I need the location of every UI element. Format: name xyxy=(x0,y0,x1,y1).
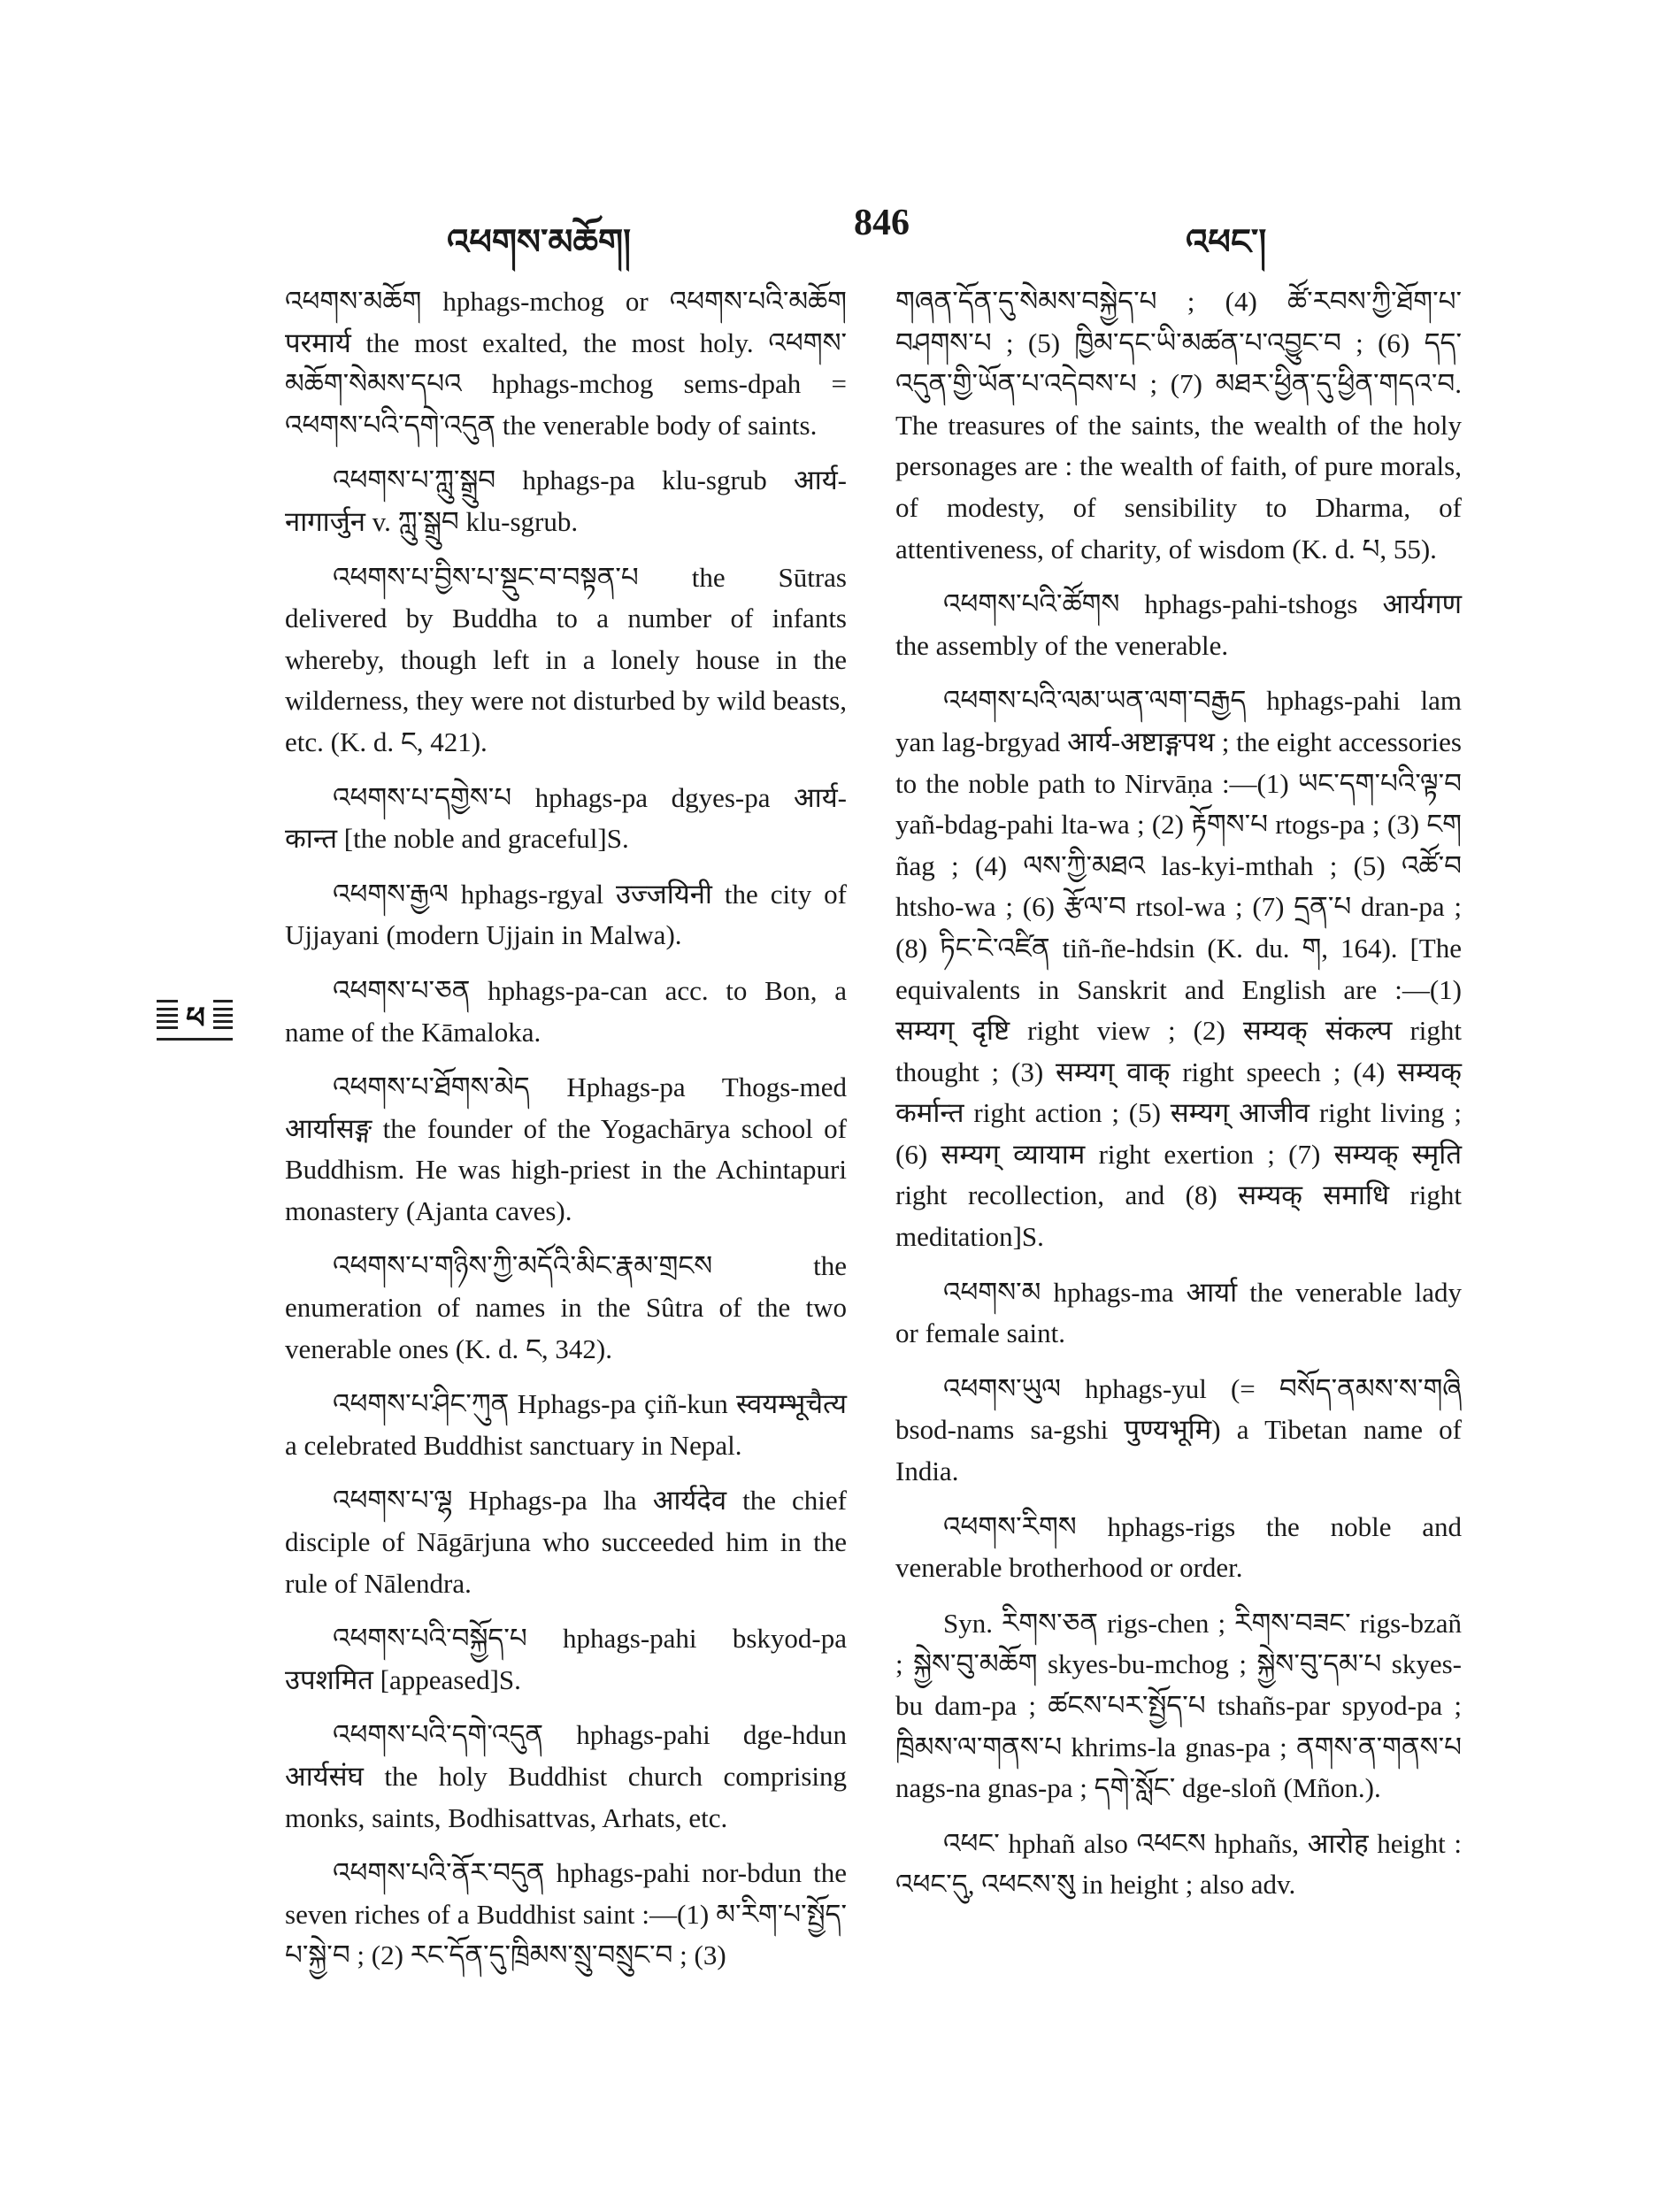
entry-sutras-infants: འཕགས་པ་བྱིས་པ་སྡུང་བ་བསྟན་པ the Sūtras delivered by Buddha to a number of infants whereby, though left in a lonely house in the wilderness, they were not disturbed by wild beasts, etc. (K. d. ང, 421). xyxy=(285,561,847,757)
entry-eightfold-path: འཕགས་པའི་ལམ་ཡན་ལག་བརྒྱད hphags-pahi lam yan lag-brgyad आर्य-अष्टाङ्गपथ ; the eight accessories to the noble path to Nirvāṇa :—(1) ཡང་དག་པའི་ལྟ་བ yañ-bdag-pahi lta-wa ; (2) རྟོགས་པ rtogs-pa ; (3) ངག ñag ; (4) ལས་ཀྱི་མཐའ las-kyi-mthah ; (5) འཚོ་བ htsho-wa ; (6) རྩོལ་བ rtsol-wa ; (7) དྲན་པ dran-pa ; (8) ཏིང་ངེ་འཛིན tiñ-ñe-hdsin (K. du. ག, 164). [The equivalents in Sanskrit and English are :—(1) सम्यग् दृष्टि right view ; (2) सम्यक् संकल्प right thought ; (3) सम्यग् वाक् right speech ; (4) सम्यक् कर्मान्त right action ; (5) सम्यग् आजीव right living ; (6) सम्यग् व्यायाम right exertion ; (7) सम्यक् स्मृति right recollection, and (8) सम्यक् समाधि right meditation]S. xyxy=(895,685,1462,1253)
entry-hphags-pa-klu-sgrub: འཕགས་པ་ཀླུ་སྒྲུབ hphags-pa klu-sgrub आर्य-नागार्जुन v. ཀླུ་སྒྲུབ klu-sgrub. xyxy=(285,465,847,537)
entry-dge-hdun: འཕགས་པའི་དགེ་འདུན hphags-pahi dge-hdun आर्यसंघ the holy Buddhist church comprising monks, saints, Bodhisattvas, Arhats, etc. xyxy=(285,1719,847,1833)
running-head-right: འཕང་། xyxy=(1186,222,1267,262)
entry-hphags-rigs: འཕགས་རིགས hphags-rigs the noble and venerable brotherhood or order. xyxy=(895,1510,1462,1584)
entry-bskyod-pa: འཕགས་པའི་བསྐྱོད་པ hphags-pahi bskyod-pa उपशमित [appeased]S. xyxy=(285,1623,847,1695)
entry-cin-kun: འཕགས་པ་ཤིང་ཀུན Hphags-pa çiñ-kun स्वयम्भूचैत्य a celebrated Buddhist sanctuary in Nepal. xyxy=(285,1388,847,1461)
entry-nor-bdun-continued: གཞན་དོན་དུ་སེམས་བསྐྱེད་པ ; (4) ཚོ་རབས་ཀྱི་ཐོག་པ་བཤགས་པ ; (5) ཁྱིམ་དང་ཡི་མཚན་པ་འབྱུང་བ ; (6) དད་འདུན་གྱི་ཡོན་པ་འདེབས་པ ; (7) མཐར་ཕྱིན་དུ་ཕྱིན་གདའ་བ. The treasures of the saints, the wealth of the holy personages are : the wealth of faith, of pure morals, of modesty, of sensibility to Dharma, of attentiveness, of charity, of wisdom (K. d. པ, 55). xyxy=(895,286,1462,565)
entry-hphags-pa-lha: འཕགས་པ་ལྷ Hphags-pa lha आर्यदेव the chief disciple of Nāgārjuna who succeeded him in the rule of Nālendra. xyxy=(285,1485,847,1599)
entry-hphags-pa-can: འཕགས་པ་ཅན hphags-pa-can acc. to Bon, a name of the Kāmaloka. xyxy=(285,974,847,1048)
marker-letter: ཕ xyxy=(178,999,213,1038)
entry-nor-bdun: འཕགས་པའི་ནོར་བདུན hphags-pahi nor-bdun the seven riches of a Buddhist saint :—(1) མ་རིག་པ་སྤྱོད་པ་སྐྱེ་བ ; (2) རང་དོན་དུ་ཁྲིམས་སྲུ་བསྲུང་བ ; (3) xyxy=(285,1857,847,1971)
entry-synonyms: Syn. རིགས་ཅན rigs-chen ; རིགས་བཟང་ rigs-bzañ ; སྐྱེས་བུ་མཆོག skyes-bu-mchog ; སྐྱེས་བུ་དམ་པ skyes-bu dam-pa ; ཚངས་པར་སྤྱོད་པ tshañs-par spyod-pa ; ཁྲིམས་ལ་གནས་པ khrims-la gnas-pa ; ནགས་ན་གནས་པ nags-na gnas-pa ; དགེ་སློང་ dge-sloñ (Mñon.). xyxy=(895,1607,1462,1804)
running-head-left: འཕགས་མཆོག། xyxy=(447,222,631,262)
left-column xyxy=(285,281,847,1991)
entry-hphags-mchog: འཕགས་མཆོག hphags-mchog or འཕགས་པའི་མཆོག परमार्य the most exalted, the most holy. འཕགས་མཆོག་སེམས་དཔའ hphags-mchog sems-dpah = འཕགས་པའི་དགེ་འདུན the venerable body of saints. xyxy=(285,286,847,441)
entry-hphags-pahi-tshogs: འཕགས་པའི་ཚོགས hphags-pahi-tshogs आर्यगण the assembly of the venerable. xyxy=(895,588,1462,661)
entry-hphags-yul: འཕགས་ཡུལ hphags-yul (= བསོད་ནམས་ས་གཞི bsod-nams sa-gshi पुण्यभूमि) a Tibetan name of India. xyxy=(895,1372,1462,1487)
right-column xyxy=(895,281,1462,1920)
section-letter-marker xyxy=(157,1000,233,1041)
entry-hphan: འཕང་ hphañ also འཕངས hphañs, आरोह height : འཕང་དུ, འཕངས་སུ in height ; also adv. xyxy=(895,1827,1462,1901)
entry-hphags-rgyal: འཕགས་རྒྱལ hphags-rgyal उज्जयिनी the city of Ujjayani (modern Ujjain in Malwa). xyxy=(285,878,847,951)
page-number: 846 xyxy=(854,203,910,243)
entry-enumeration-names: འཕགས་པ་གཉིས་ཀྱི་མདོའི་མིང་རྣམ་གྲངས the enumeration of names in the Sûtra of the two venerable ones (K. d. ང, 342). xyxy=(285,1250,847,1364)
entry-hphags-ma: འཕགས་མ hphags-ma आर्या the venerable lady or female saint. xyxy=(895,1276,1462,1349)
entry-hphags-pa-dgyes-pa: འཕགས་པ་དགྱེས་པ hphags-pa dgyes-pa आर्य-कान्त [the noble and graceful]S. xyxy=(285,781,847,855)
entry-thogs-med: འཕགས་པ་ཐོགས་མེད Hphags-pa Thogs-med आर्यासङ्ग the founder of the Yogachārya school of Buddhism. He was high-priest in the Achintapuri monastery (Ajanta caves). xyxy=(285,1071,847,1226)
